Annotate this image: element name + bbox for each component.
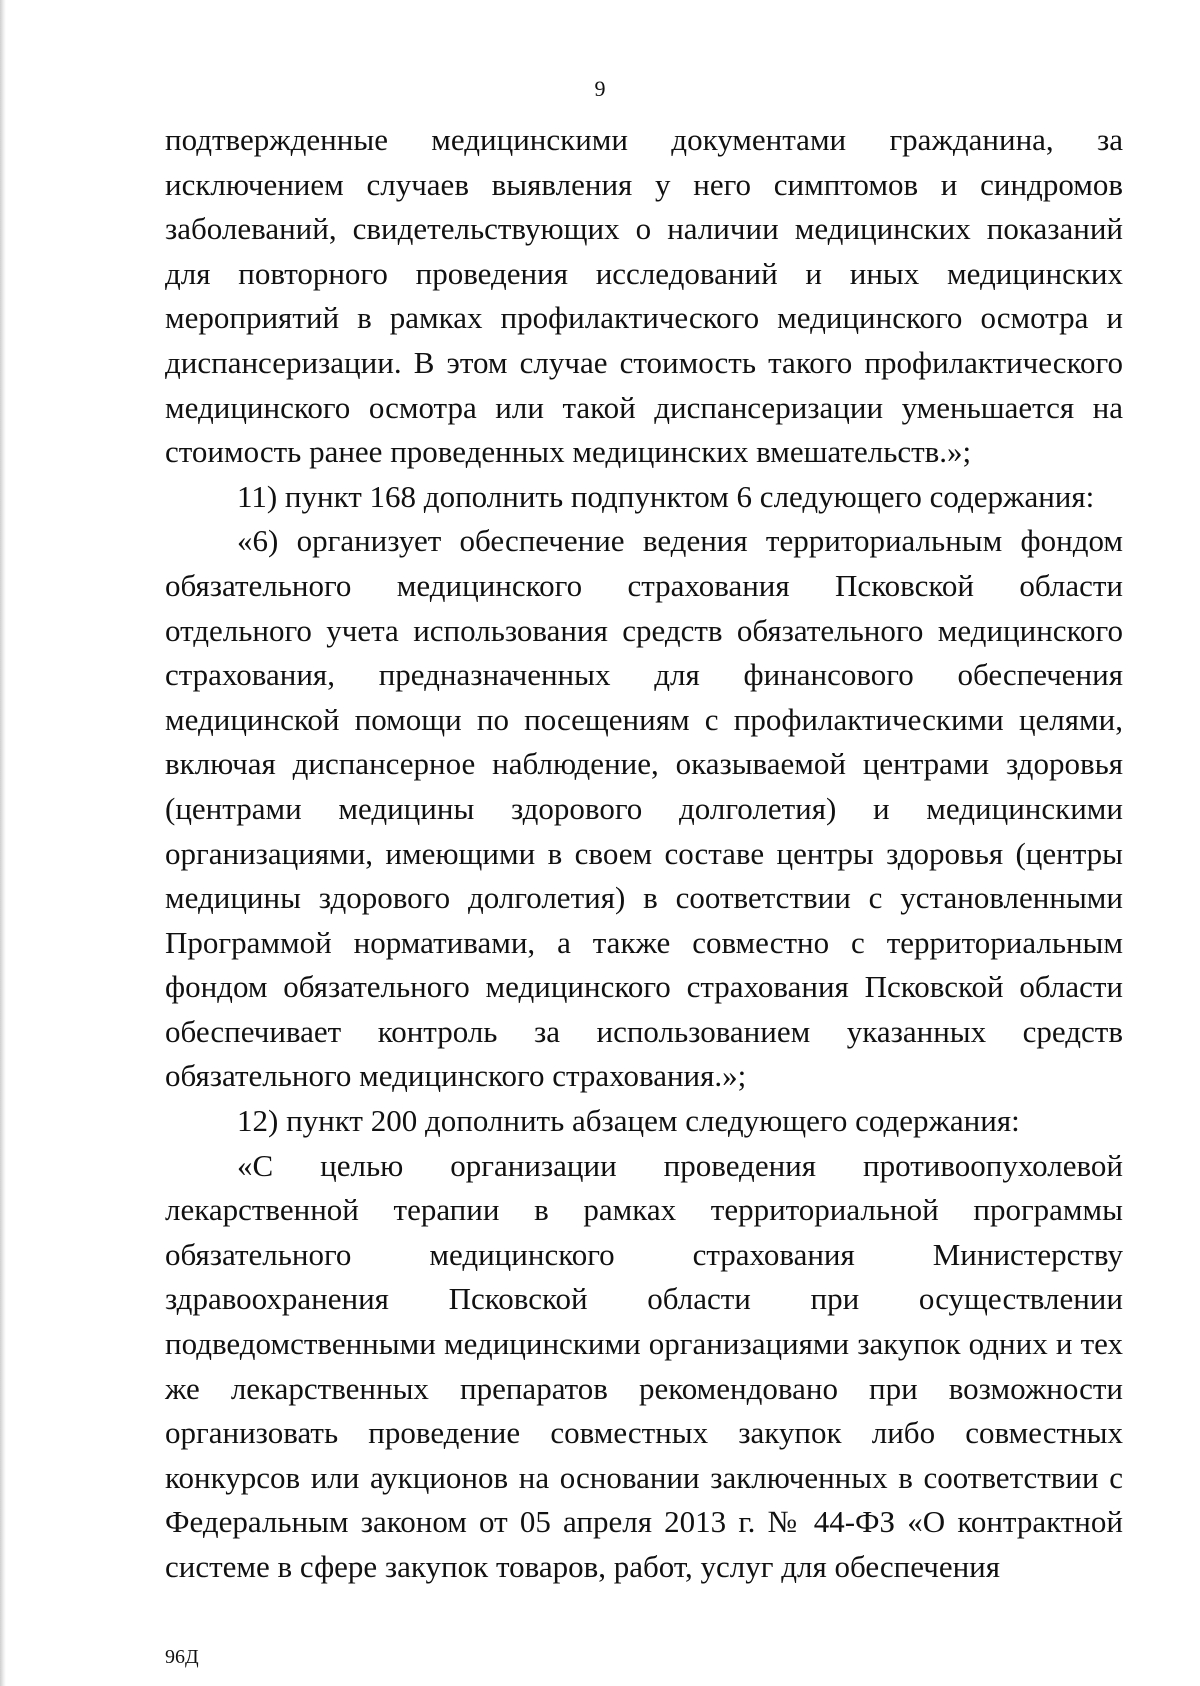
page-number: 9	[594, 76, 606, 101]
footer-code: 96Д	[165, 1646, 199, 1668]
scan-edge	[0, 0, 6, 1686]
paragraph-item-11: 11) пункт 168 дополнить подпунктом 6 следующего содержания:	[237, 478, 1095, 514]
document-body	[165, 118, 1123, 1590]
paragraph-item-12: 12) пункт 200 дополнить абзацем следующего содержания:	[237, 1103, 1020, 1139]
paragraph-new-clause: «С целью организации проведения противоопухолевой лекарственной терапии в рамках территориальной программы обязательного медицинского страхования Министерству здравоохранения Псковской области при осуществлении подведомственными медицинскими организациями закупок одних и тех же лекарственных препаратов рекомендовано при возможности организовать проведение совместных закупок либо совместных конкурсов или аукционов на основании заключенных в соответствии с Федеральным законом от 05 апреля 2013 г. № 44-ФЗ «О контрактной системе в сфере закупок товаров, работ, услуг для обеспечения	[165, 1147, 1123, 1584]
paragraph-continuation: подтвержденные медицинскими документами гражданина, за исключением случаев выявления у него симптомов и синдромов заболеваний, свидетельствующих о наличии медицинских показаний для повторного проведения исследований и иных медицинских мероприятий в рамках профилактического медицинского осмотра и диспансеризации. В этом случае стоимость такого профилактического медицинского осмотра или такой диспансеризации уменьшается на стоимость ранее проведенных медицинских вмешательств.»;	[165, 122, 1123, 470]
paragraph-subitem-6: «6) организует обеспечение ведения территориальным фондом обязательного медицинского страхования Псковской области отдельного учета использования средств обязательного медицинского страхования, предназначенных для финансового обеспечения медицинской помощи по посещениям с профилактическими целями, включая диспансерное наблюдение, оказываемой центрами здоровья (центрами медицины здорового долголетия) и медицинскими организациями, имеющими в своем составе центры здоровья (центры медицины здорового долголетия) в соответствии с установленными Программой нормативами, а также совместно с территориальным фондом обязательного медицинского страхования Псковской области обеспечивает контроль за использованием указанных средств обязательного медицинского страхования.»;	[165, 523, 1123, 1094]
